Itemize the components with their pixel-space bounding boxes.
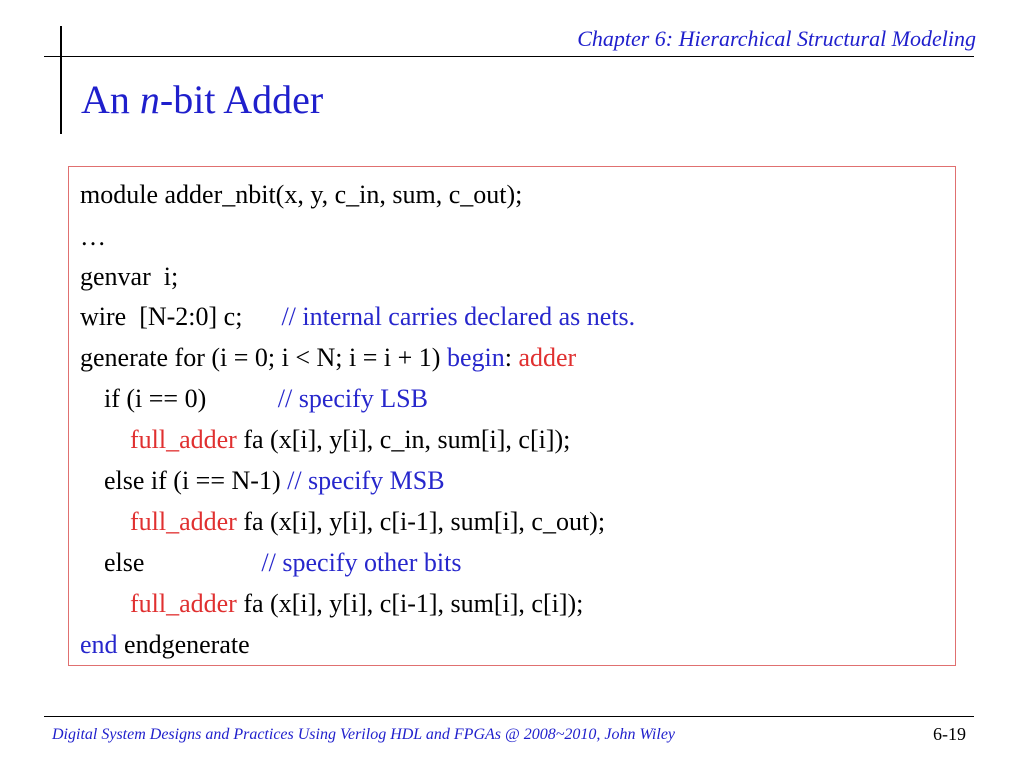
- code-comment: // specify MSB: [287, 466, 445, 495]
- code-line-11: [130, 589, 583, 619]
- page-number: 6-19: [933, 724, 966, 744]
- title-italic: n: [139, 77, 160, 122]
- code-text: wire [N-2:0] c;: [80, 302, 282, 331]
- header-rule: [44, 56, 974, 57]
- code-label: adder: [518, 343, 577, 372]
- chapter-header: Chapter 6: Hierarchical Structural Modeling: [577, 26, 976, 51]
- code-text: genvar i;: [80, 262, 179, 291]
- code-text: fa (x[i], y[i], c[i-1], sum[i], c_out);: [236, 507, 606, 536]
- code-text: …: [80, 222, 106, 251]
- code-line-10: [104, 548, 461, 578]
- code-line-12: [80, 630, 250, 660]
- code-text: generate for (i = 0; i < N; i = i + 1): [80, 343, 447, 372]
- code-text: else if (i == N-1): [104, 466, 288, 495]
- code-keyword: full_adder: [130, 425, 237, 454]
- code-text: fa (x[i], y[i], c_in, sum[i], c[i]);: [236, 425, 571, 454]
- left-rule: [60, 26, 62, 134]
- code-keyword: full_adder: [130, 589, 237, 618]
- code-text: module adder_nbit(x, y, c_in, sum, c_out);: [80, 180, 523, 209]
- code-comment: // internal carries declared as nets.: [281, 302, 636, 331]
- code-line-5: [80, 343, 576, 373]
- title-prefix: An: [81, 77, 140, 122]
- footer-rule: [44, 716, 974, 717]
- code-line-9: [130, 507, 605, 537]
- code-text: endgenerate: [117, 630, 250, 659]
- code-line-1: [80, 180, 522, 210]
- code-text: :: [504, 343, 519, 372]
- code-keyword: end: [80, 630, 118, 659]
- code-text: if (i == 0): [104, 384, 278, 413]
- code-keyword: full_adder: [130, 507, 237, 536]
- code-keyword: begin: [446, 343, 505, 372]
- code-line-8: [104, 466, 445, 496]
- code-line-4: [80, 302, 635, 332]
- footer-text: Digital System Designs and Practices Using Verilog HDL and FPGAs @ 2008~2010, John Wiley: [52, 726, 676, 743]
- code-text: else: [104, 548, 262, 577]
- code-comment: // specify other bits: [261, 548, 462, 577]
- code-comment: // specify LSB: [277, 384, 428, 413]
- code-line-3: [80, 262, 178, 292]
- page-title: [81, 76, 323, 123]
- code-text: fa (x[i], y[i], c[i-1], sum[i], c[i]);: [236, 589, 584, 618]
- code-line-7: [130, 425, 570, 455]
- code-line-6: [104, 384, 428, 414]
- title-suffix: -bit Adder: [159, 77, 324, 122]
- code-line-2: [80, 222, 106, 252]
